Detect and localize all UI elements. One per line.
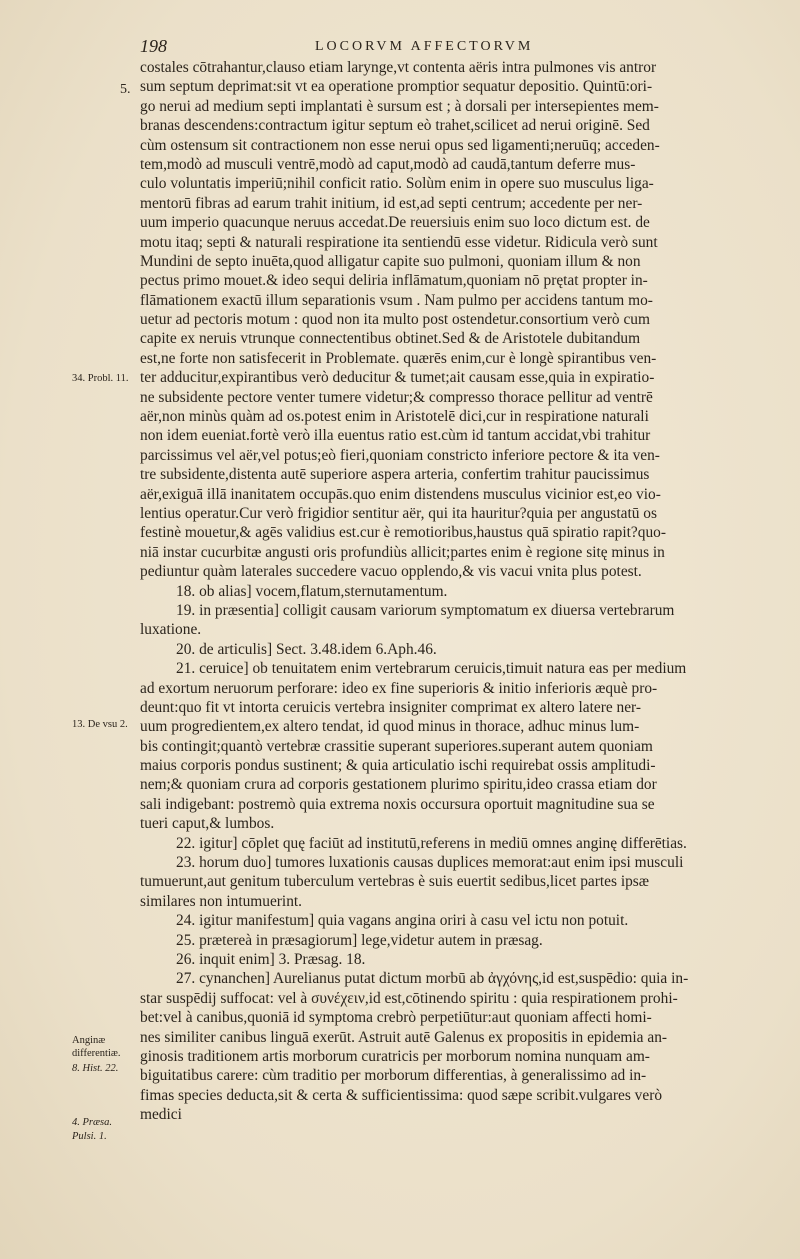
text-line: mentorū fibras ad earum trahit initium, id est,ad septi centrum; accedente per ner- [140,194,643,212]
text-line: ad exortum neruorum perforare: ideo ex fine superioris & initio inferioris æquè pro- [140,679,658,697]
text-line: lentius operatur.Cur verò frigidior sentitur aër, qui ita hauritur?quia per angustatū os [140,504,657,522]
text-line: biguitatibus carere: cùm traditio per morborum differentias, à generalissimo ad in- [140,1067,647,1085]
text-line: nes similiter canibus linguā exerūt. Astruit autē Galenus ex propositis in epidemia an- [140,1028,668,1046]
text-line: star suspēdij suffocat: vel à συνέχειν,id est,cōtinendo spiritu : quia respirationem prohi- [140,989,678,1007]
text-line: flāmationem exactū illum separationis vsum . Nam pulmo per accidens tantum mo- [140,291,653,309]
body-text [140,58,780,1124]
text-line: niā instar cucurbitæ angusti oris profundiùs allicit;partes enim è regione sitę minus in [140,543,665,561]
line-number: 5. [120,82,131,97]
text-line: go nerui ad medium septi implantati è sursum est ; à dorsali per intersepientes mem- [140,97,659,115]
marginal-note: Anginæ differentiæ. [72,1035,121,1059]
text-line: ne subsidente pectore venter tumere videtur;& compresso thorace pellitur ad ventrē [140,388,653,406]
text-line: deunt:quo fit vt intorta ceruicis vertebra insigniter comprimat ex altero latere ner- [140,698,641,716]
text-line: tumuerunt,aut genitum tuberculum vertebras è suis euertit sedibus,licet partes ipsæ [140,873,650,891]
marginal-note: 34. Probl. 11. [72,373,129,384]
marginal-note: 4. Præsa. [72,1117,112,1128]
marginal-note: 13. De vsu 2. [72,719,128,730]
text-line: culo voluntatis imperiū;nihil conficit ratio. Solùm enim in opere suo musculus liga- [140,175,654,193]
page-number: 198 [140,36,167,56]
text-line: festinè mouetur,& agēs validius est.cur è remotioribus,haustus quā spiratio rapit?quo- [140,524,666,542]
text-line: branas descendens:contractum igitur septum eò trahet,scilicet ad nerui originē. Sed [140,117,650,135]
text-line: costales cōtrahantur,clauso etiam larynge,vt contenta aëris intra pulmones vis antror [140,59,657,76]
text-line: bis contingit;quantò vertebræ crassitie superant superiores.superant autem quoniam [140,737,653,755]
text-line: 25. prætereà in præsagiorum] lege,videtur autem in præsag. [176,931,543,949]
text-line: uetur ad pectoris motum : quod non ita multo post ostendetur.consortium verò cum [140,311,650,329]
text-line: tre subsidente,distenta autē superiore aspera arteria, confertim trahitur paucissimus [140,466,650,484]
text-line: 26. inquit enim] 3. Præsag. 18. [176,950,366,968]
text-line: ginosis traditionem artis morborum curatricis per morborum nomina nunquam am- [140,1047,650,1065]
text-line: similares non intumuerint. [140,892,303,910]
text-line: 23. horum duo] tumores luxationis causas duplices memorat:aut enim ipsi musculi [176,854,684,872]
text-line: non idem eueniat.fortè verò illa euentus ratio est.cùm id tantum accidat,vbi trahitur [140,427,651,445]
text-line: 24. igitur manifestum] quia vagans angina oriri à casu vel ictu non potuit. [176,912,629,930]
text-line: cùm ostensum sit contractionem non esse nerui opus sed ligamenti;neruūq; acceden- [140,136,660,154]
text-line: est,ne forte non satisfecerit in Problemate. quærēs enim,cur è longè spirantibus ven- [140,349,657,367]
text-line: pediuntur quàm laterales succedere vacuo opplendo,& vis vacui vnita plus potest. [140,563,642,581]
running-title: LOCORVM AFFECTORVM [315,39,534,54]
text-line: maius corporis pondus sustinent; & quia articulatio ischi requirebat ossis amplitudi- [140,757,656,775]
text-line: 19. in præsentia] colligit causam variorum symptomatum ex diuersa vertebrarum [176,601,675,619]
text-line: uum progredientem,ex altero tendat, id quod minus in thorace, adhuc minus lum- [140,718,640,736]
text-line: medici [140,1106,182,1124]
text-line: Mundini de septo inuēta,quod alligatur capite suo pulmoni, quoniam illum & non [140,252,641,270]
text-line: 27. cynanchen] Aurelianus putat dictum morbū ab ἀγχόνης,id est,suspēdio: quia in- [176,970,689,988]
text-line: uum imperio quacunque neruus accedat.De reuersiuis enim suo loco dictum est. de [140,214,650,232]
text-line: motu itaq; septi & naturali respiratione ita sentiendū esse videtur. Ridicula verò sunt [140,233,658,251]
text-line: tueri caput,& lumbos. [140,815,275,833]
page-header [140,36,780,58]
text-line: parcissimus vel aër,vel potus;eò fieri,quoniam constricto inferiore pectore & ita ven- [140,446,660,464]
text-line: sali indigebant: postremò quia extrema noxis occursura oportuit magnitudine sua se [140,795,655,813]
text-line: pectus primo mouet.& ideo sequi deliria inflāmatum,quoniam nō prętat propter in- [140,272,648,290]
text-line: bet:vel à canibus,quoniā id symptoma crebrò perpetiūtur:aut quoniam affecti homi- [140,1009,652,1027]
text-line: aër,non minùs quàm ad os.potest enim in Aristotelē dici,cur in respiratione naturali [140,408,649,426]
text-line: ter adducitur,expirantibus verò deducitur & tumet;ait causam esse,quia in expiratio- [140,369,655,387]
text-line: nem;& quoniam crura ad corporis gestationem plurimo spiritu,ideo crassa etiam dor [140,776,657,794]
text-line: luxatione. [140,621,202,639]
text-line: aër,exiguā illā inanitatem occupās.quo enim distendens musculus vicinior est,eo vio- [140,485,661,503]
marginal-note: 8. Hist. 22. [72,1063,119,1074]
text-line: 21. ceruice] ob tenuitatem enim vertebrarum ceruicis,timuit natura eas per medium [176,660,687,678]
text-line: 20. de articulis] Sect. 3.48.idem 6.Aph.46. [176,640,437,658]
text-line: 18. ob alias] vocem,flatum,sternutamentum. [176,582,448,600]
text-line: 22. igitur] cōplet quę faciūt ad institutū,referens in mediū omnes anginę differētias. [176,834,687,852]
text-line: fimas species deducta,sit & certa & sufficientissima: quod sæpe scribit.vulgares verò [140,1086,663,1104]
marginal-note: Pulsi. 1. [72,1131,107,1142]
text-line: tem,modò ad musculi ventrē,modò ad caput,modò ad caudā,tantum deferre mus- [140,155,636,173]
text-line: capite ex neruis vtrunque connectentibus obtinet.Sed & de Aristotele dubitandum [140,330,641,348]
text-line: sum septum deprimat:sit vt ea operatione promptior sequatur depositio. Quintū:ori- [140,78,653,96]
